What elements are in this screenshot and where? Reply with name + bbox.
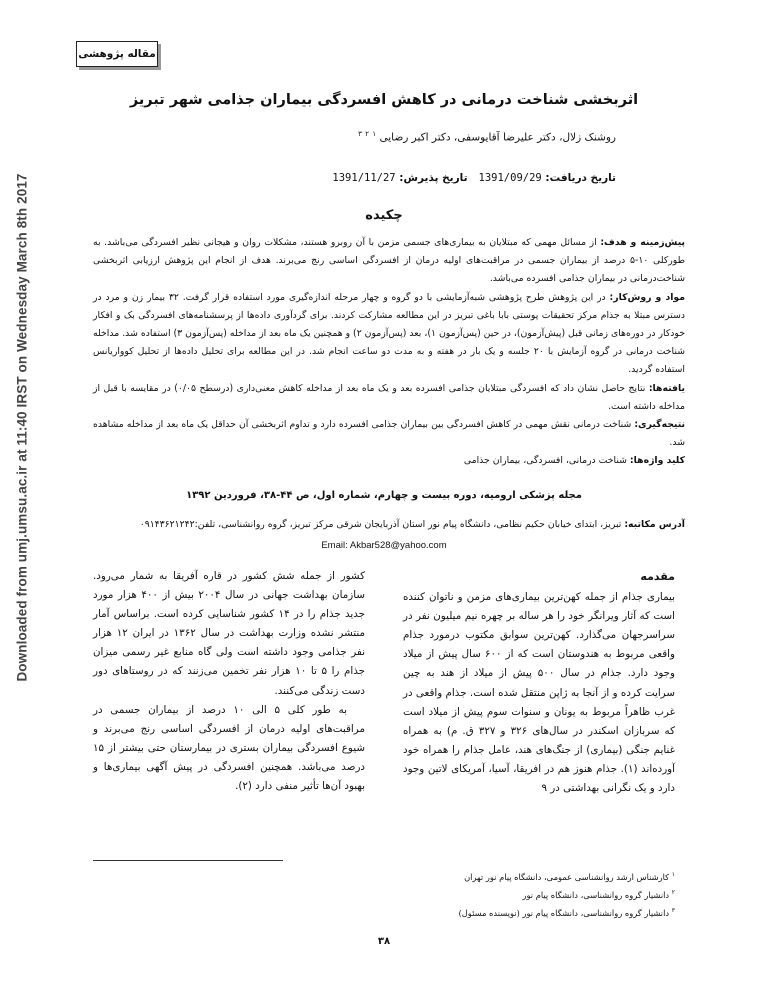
author-mark-2: ۲	[365, 130, 370, 138]
conclusion-text: شناخت درمانی نقش مهمی در کاهش افسردگی بین بیماران جذامی افسرده دارد و تداوم اثربخشی آن حداقل یک ماه بعد از مداخله مشاهده شد.	[93, 419, 685, 449]
correspondence-email[interactable]: Email: Akbar528@yahoo.com	[321, 540, 447, 551]
footnote-1	[83, 867, 675, 885]
correspondence-address	[93, 519, 685, 530]
background-text: از مسائل مهمی که مبتلایان به بیماری‌های جسمی مزمن با آن روبرو هستند، مشکلات روان و هیجانی نظیر افسردگی می‌باشد. به طورکلی ۱۰-۵ درصد از بیماران جسمی در مراقبت‌های اولیه درمان از افسردگی اساسی رنج می‌برند. هدف از انجام این پژوهش ارزیابی اثربخشی شناخت‌درمانی در بیماران جذامی افسرده می‌باشد.	[93, 237, 686, 285]
article-title: اثربخشی شناخت درمانی در کاهش افسردگی بیماران جذامی شهر تبریز	[129, 92, 639, 108]
keywords-label: کلید واژه‌ها:	[629, 455, 685, 467]
conclusion-label: نتیجه‌گیری:	[634, 419, 685, 431]
abstract-findings	[93, 380, 685, 416]
introduction-heading: مقدمه	[640, 570, 675, 583]
findings-label: یافته‌ها:	[648, 382, 685, 394]
introduction-paragraph: بیماری جذام از جمله کهن‌ترین بیماری‌های مزمن و ناتوان کننده است که آثار ویرانگر خود را هر ساله بر چهره نیم میلیون نفر در سراسرجهان می‌گذارد. کهن‌ترین سوابق مکتوب درمورد جذام واقعی مربوط به هندوستان است که از ۶۰۰ سال پیش از میلاد وجود دارد. جذام در سال ۵۰۰ پیش از میلاد از هند به چین سرایت کرده و از آنجا به ژاپن منتقل شده است. جذام واقعی در غرب ظاهراً مربوط به یونان و سنوات سوم پیش از میلاد است که سربازان اسکندر در سال‌های ۳۲۶ و ۳۲۷ ق. م) به همراه غنایم جنگی (بیماری) از جنگ‌های هند، عامل جذام را همراه خود آورده‌اند (۱). جذام هنوز هم در افریقا، آسیا، آمریکای لاتین وجود دارد و یک نگرانی بهداشتی در ۹	[403, 591, 675, 795]
accepted-label: تاریخ پذیرش:	[399, 172, 468, 184]
author-mark-1: ۱	[372, 130, 377, 138]
abstract-keywords	[93, 452, 685, 470]
authors-text: روشنک زلال، دکتر علیرضا آقایوسفی، دکتر اکبر رضایی	[379, 131, 616, 144]
received-date: 1391/09/29	[478, 172, 542, 184]
abstract-background	[93, 234, 685, 289]
body-column-left	[93, 567, 365, 796]
author-list	[156, 130, 616, 144]
received-label: تاریخ دریافت:	[545, 172, 616, 184]
abstract-body	[93, 234, 685, 471]
article-type-tag: مقاله پژوهشی	[76, 41, 158, 67]
page-number: ۳۸	[377, 936, 391, 947]
methods-label: مواد و روش‌کار:	[609, 291, 685, 303]
abstract-heading: چکیده	[365, 208, 403, 223]
footnotes	[83, 867, 675, 920]
footnote-3	[83, 903, 675, 921]
footnote-mark: ۲	[671, 888, 675, 896]
background-label: پیش‌زمینه و هدف:	[600, 237, 685, 248]
findings-text: نتایج حاصل نشان داد که افسردگی مبتلایان جذامی افسرده بعد و یک ماه بعد از مداخله کاهش معنی‌داری (درسطح ۰/۰۵) در مقایسه با قبل از مداخله داشته است.	[93, 382, 685, 412]
body-paragraph-2: به طور کلی ۵ الی ۱۰ درصد از بیماران جسمی در مراقبت‌های اولیه درمان از افسردگی اساسی رنج می‌برند و شیوع افسردگی بیماران بستری در بیمارستان حتی بیشتر از ۱۵ درصد می‌باشد. همچنین افسردگی در پیش آگهی بیماری‌ها و بهبود آن‌ها تأثیر منفی دارد (۲).	[93, 703, 365, 793]
address-text: تبریز، ابتدای خیابان حکیم نظامی، دانشگاه پیام نور استان آذربایجان شرقی مرکز تبریز، گروه روانشناسی، تلفن:۰۹۱۴۳۶۲۱۲۴۲	[139, 519, 625, 530]
accepted-date: 1391/11/27	[332, 172, 396, 184]
footnote-text: دانشیار گروه روانشناسی، دانشگاه پیام نور	[522, 889, 670, 900]
methods-text: در این پژوهش طرح پژوهشی شبه‌آزمایشی با دو گروه و چهار مرحله اندازه‌گیری مورد استفاده قرار گرفت. ۳۲ بیمار زن و مرد در دسترس مبتلا به جذام مرکز تحقیقات پوستی بابا باغی تبریز در این مطالعه مشارکت کردند. برای گردآوری داده‌ها از پرسشنامه‌های افسردگی بک و افکار خودکار در دوره‌های زمانی قبل (پیش‌آزمون)، در حین (پس‌آزمون ۱)، بعد (پس‌آزمون ۲) و همچنین یک ماه بعد از مداخله (پس‌آزمون ۳) استفاده شد. مداخله شناخت درمانی در گروه آزمایش با ۲۰ جلسه و یک بار در هفته و به مدت دو ساعت انجام شد. در این مطالعه برای تحلیل داده‌ها از تحلیل کوواریانس استفاده گردید.	[93, 291, 685, 376]
footnote-text: کارشناس ارشد روانشناسی عمومی، دانشگاه پیام نور تهران	[464, 871, 670, 882]
journal-citation: مجله پزشکی ارومیه، دوره بیست و چهارم، شماره اول، ص ۴۴-۳۸، فروردین ۱۳۹۲	[186, 490, 582, 501]
footnote-2	[83, 885, 675, 903]
address-label: آدرس مکاتبه:	[624, 519, 685, 530]
body-column-right	[403, 567, 675, 798]
footnote-text: دانشیار گروه روانشناسی، دانشگاه پیام نور (نویسنده مسئول)	[458, 907, 670, 918]
abstract-methods	[93, 289, 685, 380]
abstract-conclusion	[93, 416, 685, 452]
article-dates	[156, 172, 616, 184]
footnote-mark: ۳	[671, 906, 675, 914]
footnote-divider	[93, 860, 283, 861]
author-mark-3: ۳	[358, 130, 362, 138]
download-watermark: Downloaded from umj.umsu.ac.ir at 11:40 IRST on Wednesday March 8th 2017	[14, 173, 30, 682]
footnote-mark: ۱	[671, 871, 675, 878]
body-paragraph-1: کشور از جمله شش کشور در قاره آفریقا به شمار می‌رود. سازمان بهداشت جهانی در سال ۲۰۰۴ بیش از ۴۰۰ هزار مورد جدید جذام را در ۱۴ کشور شناسایی کرده است. براساس آمار منتشر نشده وزارت بهداشت در سال ۱۳۶۲ در ایران ۱۲ هزار نفر جذامی وجود داشته است ولی گاه منابع غیر رسمی میزان جذام را ۵ تا ۱۰ هزار نفر تخمین می‌زنند که در روستاهای دور دست زندگی می‌کنند.	[93, 570, 365, 697]
keywords-text: شناخت درمانی، افسردگی، بیماران جذامی	[463, 455, 630, 467]
